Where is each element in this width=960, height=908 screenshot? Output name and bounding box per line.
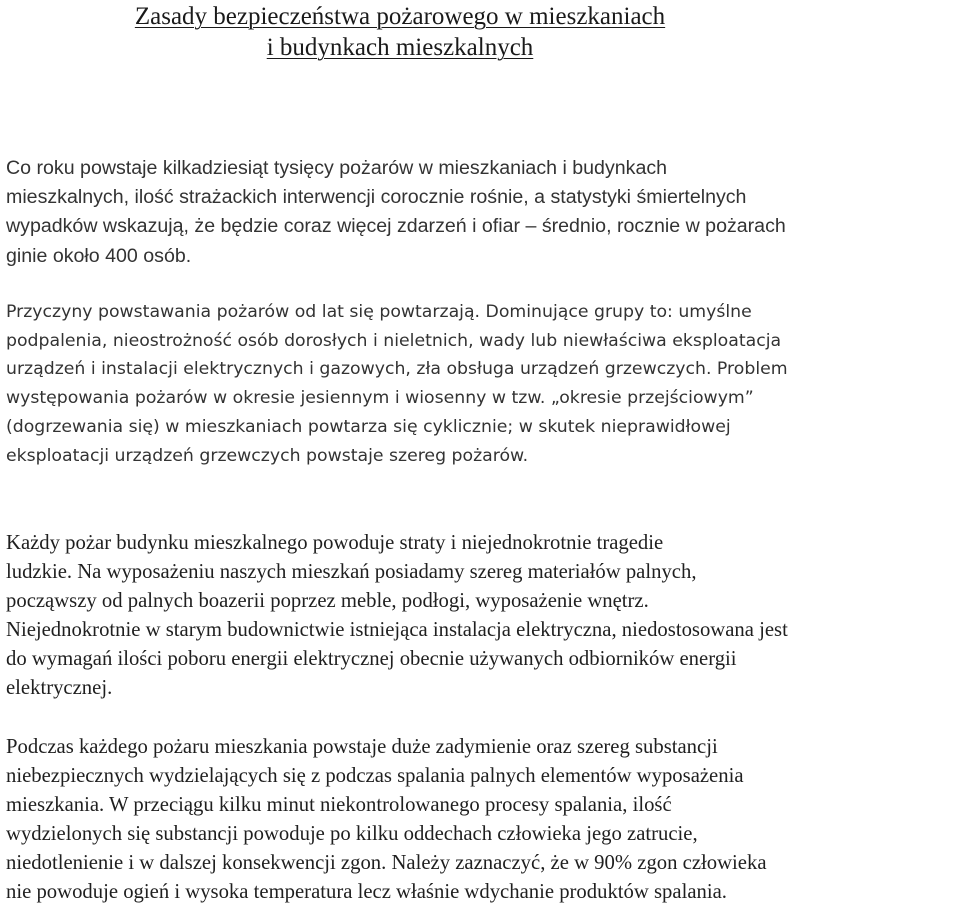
paragraph-line: podpalenia, nieostrożność osób dorosłych i nieletnich, wady lub niewłaściwa eksploatacja: [6, 330, 782, 351]
paragraph-line: wydzielonych się substancji powoduje po kilku oddechach człowieka jego zatrucie,: [6, 822, 698, 845]
paragraph-causes: [6, 298, 960, 470]
paragraph-line: urządzeń i instalacji elektrycznych i gazowych, zła obsługa urządzeń grzewczych. Problem: [6, 359, 788, 380]
paragraph-line: ludzkie. Na wyposażeniu naszych mieszkań posiadamy szereg materiałów palnych,: [6, 561, 697, 584]
document-title: [0, 1, 800, 63]
paragraph-line: występowania pożarów w okresie jesiennym i wiosenny w tzw. „okresie przejściowym”: [6, 388, 754, 409]
paragraph-smoke: [6, 733, 960, 906]
title-line-2: i budynkach mieszkalnych: [266, 34, 534, 61]
paragraph-line: eksploatacji urządzeń grzewczych powstaje szereg pożarów.: [6, 445, 529, 466]
paragraph-line: mieszkania. W przeciągu kilku minut niekontrolowanego procesy spalania, ilość: [6, 793, 672, 816]
paragraph-line: począwszy od palnych boazerii poprzez meble, podłogi, wyposażenie wnętrz.: [6, 590, 649, 613]
paragraph-intro: [6, 154, 960, 271]
paragraph-line: wypadków wskazują, że będzie coraz więcej zdarzeń i ofiar – średnio, rocznie w pożarach: [6, 215, 786, 238]
paragraph-line: do wymagań ilości poboru energii elektrycznej obecnie używanych odbiorników energii: [6, 648, 737, 671]
paragraph-line: niedotlenienie i w dalszej konsekwencji zgon. Należy zaznaczyć, że w 90% zgon człowieka: [6, 851, 767, 874]
paragraph-line: Podczas każdego pożaru mieszkania powstaje duże zadymienie oraz szereg substancji: [6, 736, 718, 758]
paragraph-line: niebezpiecznych wydzielających się z podczas spalania palnych elementów wyposażenia: [6, 764, 744, 787]
paragraph-line: mieszkalnych, ilość strażackich interwencji corocznie rośnie, a statystyki śmiertelnych: [6, 186, 747, 209]
paragraph-line: Co roku powstaje kilkadziesiąt tysięcy pożarów w mieszkaniach i budynkach: [6, 157, 668, 179]
paragraph-line: Każdy pożar budynku mieszkalnego powoduje straty i niejednokrotnie tragedie: [6, 532, 664, 554]
paragraph-line: nie powoduje ogień i wysoka temperatura lecz właśnie wdychanie produktów spalania.: [6, 880, 727, 903]
title-line-1: Zasady bezpieczeństwa pożarowego w mieszkaniach: [134, 3, 666, 30]
paragraph-line: Przyczyny powstawania pożarów od lat się powtarzają. Dominujące grupy to: umyślne: [6, 302, 752, 322]
paragraph-line: elektrycznej.: [6, 677, 113, 700]
paragraph-materials: [6, 529, 960, 704]
paragraph-line: Niejednokrotnie w starym budownictwie istniejąca instalacja elektryczna, niedostosowana jest: [6, 619, 788, 642]
paragraph-line: ginie około 400 osób.: [6, 244, 192, 267]
paragraph-line: (dogrzewania się) w mieszkaniach powtarza się cyklicznie; w skutek nieprawidłowej: [6, 416, 731, 437]
